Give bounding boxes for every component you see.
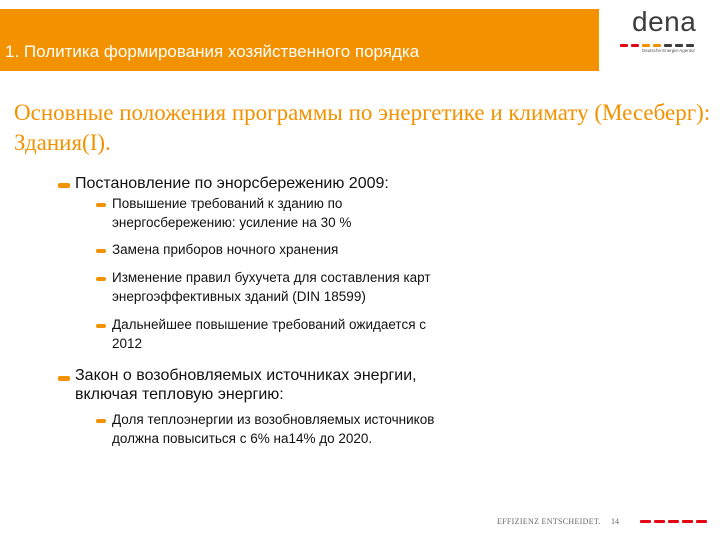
sub-bullet-line: Замена приборов ночного хранения — [112, 242, 339, 257]
sub-bullet-line: Изменение правил бухучета для составления карт — [112, 270, 431, 285]
sub-bullet-item — [112, 194, 351, 232]
sub-bullet-line: Повышение требований к зданию по — [112, 196, 343, 211]
sub-bullet-item — [112, 240, 338, 259]
sub-bullet-line: энергоэффективных зданий (DIN 18599) — [112, 289, 366, 304]
bullet-line: включая тепловую энергию: — [75, 386, 284, 403]
footer-slogan: EFFIZIENZ ENTSCHEIDET. — [497, 517, 601, 526]
sub-bullet-line: должна повыситься с 6% на14% до 2020. — [112, 431, 373, 446]
logo-dashes — [620, 44, 712, 47]
slide-title: Основные положения программы по энергетике и климату (Месеберг): Здания(I). — [14, 100, 711, 155]
sub-bullet-marker — [96, 249, 106, 253]
sub-bullet-marker — [96, 419, 106, 423]
sub-bullet-marker — [96, 203, 106, 207]
footer-dashes — [640, 520, 720, 524]
bullet-item — [75, 366, 417, 404]
sub-bullet-line: Доля теплоэнергии из возобновляемых источников — [112, 412, 435, 427]
bullet-marker — [58, 376, 70, 381]
sub-bullet-line: энергосбережению: усиление на 30 % — [112, 215, 352, 230]
sub-bullet-marker — [96, 277, 106, 281]
page-number: 14 — [611, 517, 619, 526]
sub-bullet-item — [112, 268, 431, 306]
logo-wordmark: dena — [632, 6, 697, 37]
bullet-item: Постановление по энорсбережению 2009: — [75, 175, 389, 192]
sub-bullet-item — [112, 315, 426, 353]
bullet-line: Закон о возобновляемых источниках энергии, — [75, 367, 417, 384]
bullet-marker — [58, 183, 70, 188]
sub-bullet-marker — [96, 324, 106, 328]
sub-bullet-item — [112, 410, 434, 448]
sub-bullet-line: 2012 — [112, 336, 143, 351]
section-title: 1. Политика формирования хозяйственного порядка — [5, 42, 420, 61]
sub-bullet-line: Дальнейшее повышение требований ожидается с — [112, 317, 427, 332]
dena-logo — [620, 6, 712, 56]
logo-tagline: Deutsche Energie-Agentur — [642, 48, 696, 53]
